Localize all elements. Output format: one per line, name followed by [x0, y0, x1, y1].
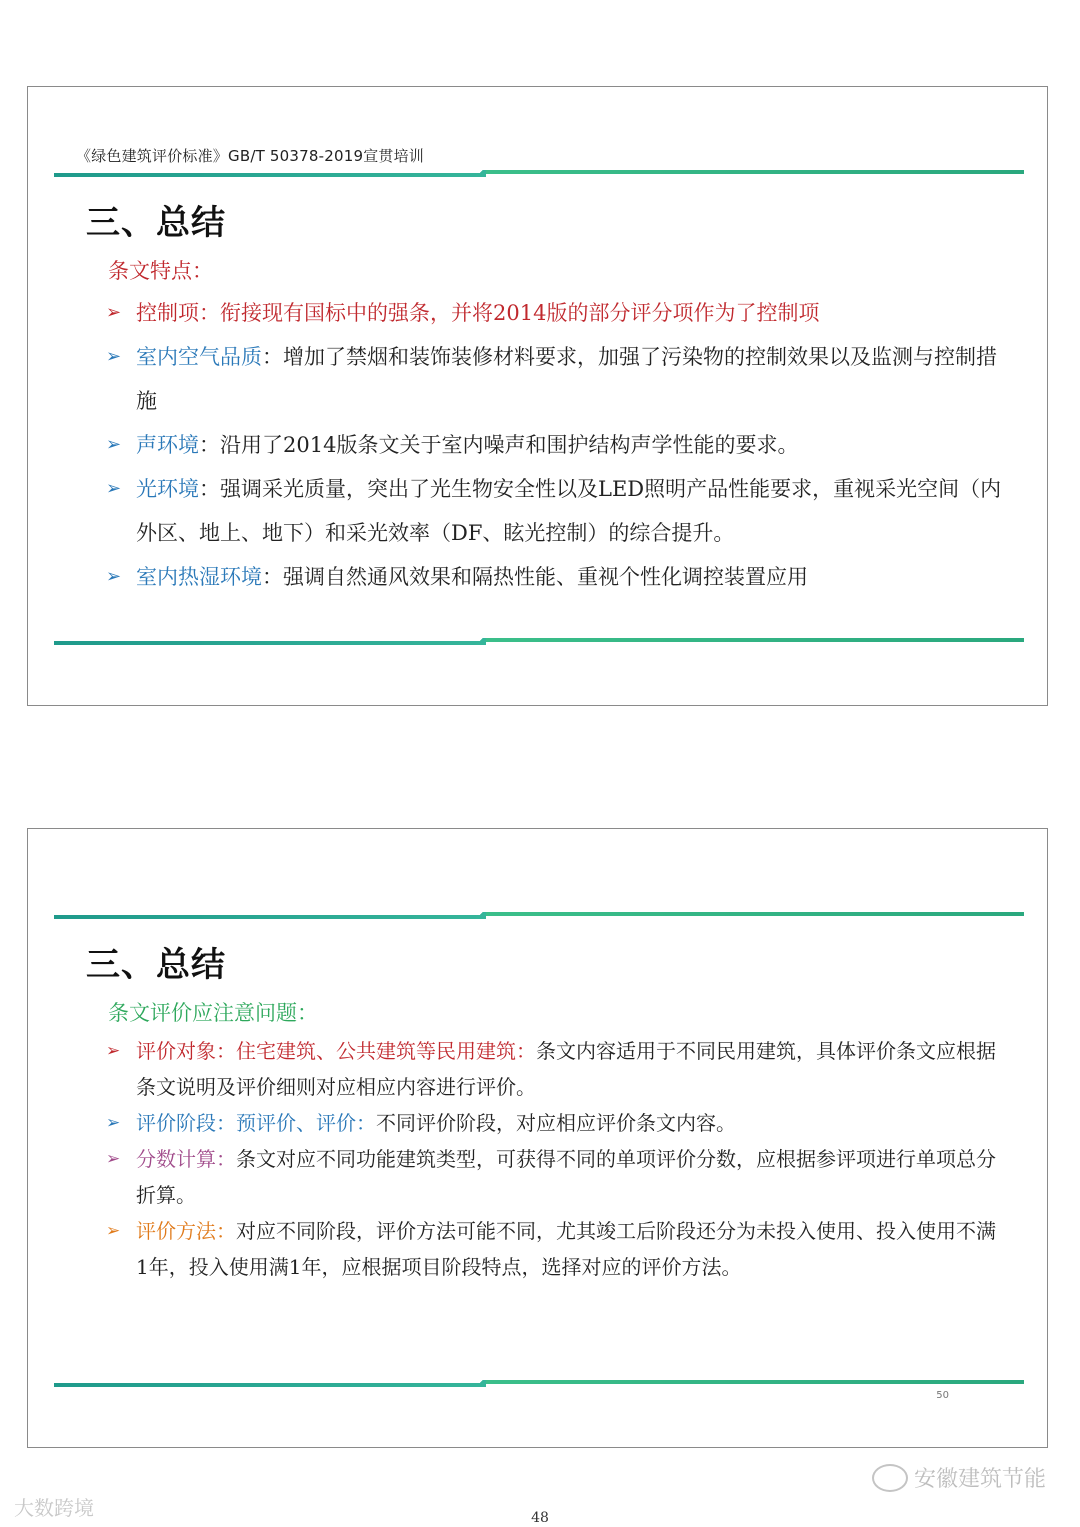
slide-header-text: 《绿色建筑评价标准》GB/T 50378-2019宣贯培训: [76, 147, 425, 165]
arrow-bullet-icon: ➢: [106, 1041, 121, 1061]
slide-2: [27, 828, 1048, 1448]
item-text: 不同评价阶段，对应相应评价条文内容。: [376, 1111, 736, 1135]
list-item: [106, 1033, 1007, 1105]
item-term: 声环境: [136, 433, 199, 457]
item-term: 评价阶段：预评价、评价：: [136, 1111, 376, 1135]
arrow-bullet-icon: ➢: [106, 434, 122, 455]
arrow-bullet-icon: ➢: [106, 1221, 121, 1241]
list-item: [106, 335, 1007, 423]
item-text: ：强调采光质量，突出了光生物安全性以及LED照明产品性能要求，重视采光空间（内外区、地上、地下）和采光效率（DF、眩光控制）的综合提升。: [136, 477, 1002, 545]
arrow-bullet-icon: ➢: [106, 1149, 121, 1169]
item-term: 评价方法：: [136, 1219, 236, 1243]
item-text: ：增加了禁烟和装饰装修材料要求，加强了污染物的控制效果以及监测与控制措施: [136, 345, 997, 413]
page-number: 48: [531, 1510, 549, 1526]
item-text: 对应不同阶段，评价方法可能不同，尤其竣工后阶段还分为未投入使用、投入使用不满1年，投入使用满1年，应根据项目阶段特点，选择对应的评价方法。: [136, 1219, 996, 1279]
item-term: 控制项：: [136, 301, 220, 325]
item-term: 光环境: [136, 477, 199, 501]
bullet-list: [106, 1033, 1007, 1285]
arrow-bullet-icon: ➢: [106, 346, 122, 367]
item-term: 室内空气品质: [136, 345, 262, 369]
item-term: 分数计算：: [136, 1147, 236, 1171]
watermark-right: [872, 1462, 1046, 1493]
list-item: [106, 1105, 1007, 1141]
slide-1: [27, 86, 1048, 706]
arrow-bullet-icon: ➢: [106, 566, 122, 587]
slide-number: 50: [936, 1390, 949, 1401]
bullet-list: [106, 291, 1007, 599]
list-item: [106, 291, 1007, 335]
item-text: 条文内容适用于不同民用建筑，具体评价条文应根据条文说明及评价细则对应相应内容进行评价。: [136, 1039, 996, 1099]
watermark-right-text: 安徽建筑节能: [913, 1467, 1046, 1492]
section-subhead: 条文评价应注意问题：: [108, 1001, 318, 1025]
slide-title: 三、总结: [86, 945, 226, 985]
item-text: 条文对应不同功能建筑类型，可获得不同的单项评价分数，应根据参评项进行单项总分折算。: [136, 1147, 996, 1207]
arrow-bullet-icon: ➢: [106, 1113, 121, 1133]
list-item: [106, 555, 1007, 599]
item-term: 评价对象：住宅建筑、公共建筑等民用建筑：: [136, 1039, 536, 1063]
section-subhead: 条文特点：: [108, 259, 213, 283]
watermark-left: 大数跨境: [14, 1496, 94, 1520]
item-text: 衔接现有国标中的强条，并将2014版的部分评分项作为了控制项: [220, 301, 820, 325]
arrow-bullet-icon: ➢: [106, 478, 122, 499]
slide-title: 三、总结: [86, 203, 226, 243]
item-text: ：强调自然通风效果和隔热性能、重视个性化调控装置应用: [262, 565, 808, 589]
item-text: ：沿用了2014版条文关于室内噪声和围护结构声学性能的要求。: [199, 433, 799, 457]
list-item: [106, 1141, 1007, 1213]
item-term: 室内热湿环境: [136, 565, 262, 589]
list-item: [106, 1213, 1007, 1285]
arrow-bullet-icon: ➢: [106, 302, 122, 323]
list-item: [106, 423, 1007, 467]
wechat-icon: [872, 1464, 908, 1492]
list-item: [106, 467, 1007, 555]
